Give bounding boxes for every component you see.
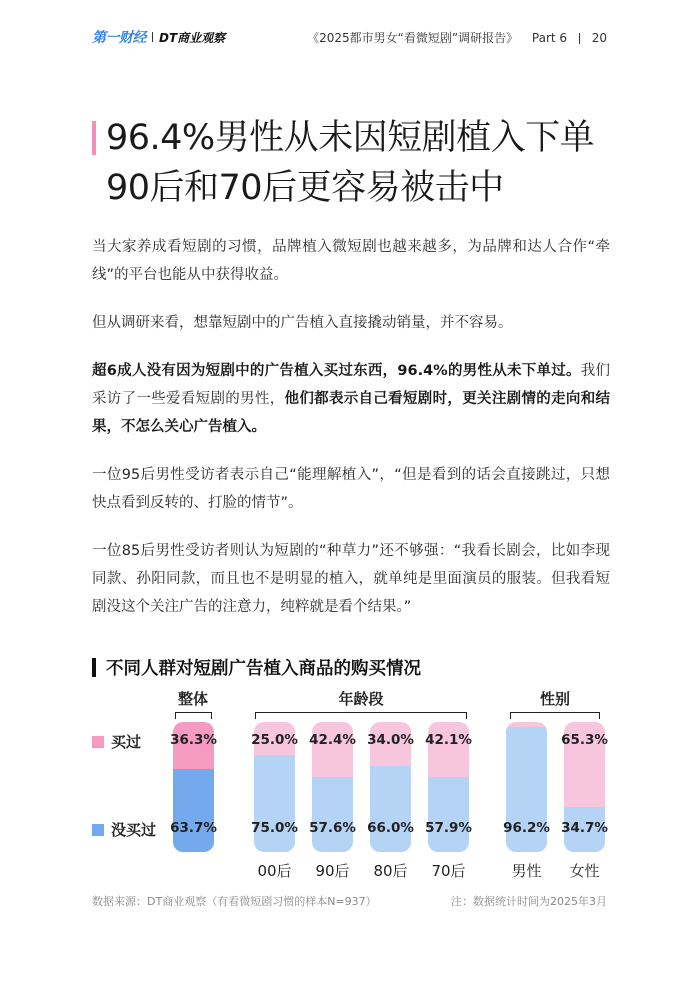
title-accent-bar (92, 121, 96, 155)
page-header (92, 26, 607, 48)
paragraph-5: 一位85后男性受访者则认为短剧的“种草力”还不够强：“我看长剧会，比如李现同款、孙阳同款，而且也不是明显的植入，就单纯是里面演员的服装。但我看短剧没这个关注广告的注意力，纯粹就是看个结果。” (92, 543, 610, 615)
value-label-bought: 34.0% (367, 732, 414, 748)
legend-label-bought: 买过 (111, 733, 142, 751)
dt-logo: DT商业观察 (159, 30, 226, 45)
chart-title-text: 不同人群对短剧广告植入商品的购买情况 (106, 659, 421, 679)
value-label-not-bought: 63.7% (170, 820, 217, 836)
data-source: 数据来源：DT商业观察（有看微短剧习惯的样本N=937） (92, 895, 377, 908)
chart-title-bar (92, 658, 96, 677)
paragraph-4: 一位95后男性受访者表示自己“能理解植入”，“但是看到的话会直接跳过，只想快点看到反转的、打脸的情节”。 (92, 467, 610, 511)
legend-item-not-bought (92, 819, 156, 840)
value-label-bought: 65.3% (561, 732, 608, 748)
legend-swatch-bought (92, 736, 104, 748)
group-label-gender: 性别 (539, 690, 570, 708)
legend-swatch-not-bought (92, 824, 104, 836)
group-label-overall: 整体 (177, 690, 208, 708)
value-label-not-bought: 75.0% (251, 820, 298, 836)
value-label-not-bought: 96.2% (503, 820, 550, 836)
part-label: Part 6 (531, 30, 568, 45)
value-label-not-bought: 66.0% (367, 820, 414, 836)
value-label-not-bought: 34.7% (561, 820, 608, 836)
category-label: 80后 (373, 862, 408, 880)
paragraph-3 (92, 357, 610, 441)
bar-segment-bought (312, 722, 353, 777)
title-line-2: 90后和70后更容易被击中 (106, 168, 504, 208)
bar-segment-not-bought (173, 769, 214, 852)
bar-segment-not-bought (428, 777, 469, 852)
paragraph-3-normal: 我们采访了一些爱看短剧的男性， (92, 363, 611, 407)
paragraph-2: 但从调研来看，想靠短剧中的广告植入直接撬动销量，并不容易。 (92, 315, 513, 331)
legend-item-bought (92, 731, 141, 752)
logos (92, 27, 225, 47)
category-label: 男性 (511, 862, 542, 880)
header-title (307, 29, 607, 46)
group-bracket-gender (510, 712, 600, 719)
bar-segment-not-bought (312, 777, 353, 852)
yicai-logo: 第一财经 (92, 30, 146, 46)
value-label-bought: 42.4% (309, 732, 356, 748)
value-label-bought: 42.1% (425, 732, 472, 748)
group-label-age: 年龄段 (338, 690, 384, 708)
value-label-not-bought: 57.6% (309, 820, 356, 836)
data-note: 注：数据统计时间为2025年3月 (451, 895, 607, 908)
paragraph-3-bold-1: 超6成人没有因为短剧中的广告植入买过东西，96.4%的男性从未下单过。 (92, 363, 581, 379)
category-label: 90后 (315, 862, 350, 880)
paragraph-3-bold-2: 他们都表示自己看短剧时，更关注剧情的走向和结果，不怎么关心广告植入。 (92, 391, 610, 435)
page-number: 20 (591, 30, 607, 45)
bar-segment-bought (428, 722, 469, 777)
bar-segment-not-bought (254, 755, 295, 853)
value-label-not-bought: 57.9% (425, 820, 472, 836)
value-label-bought: 25.0% (251, 732, 298, 748)
value-label-bought: 36.3% (170, 732, 217, 748)
title-line-1: 96.4%男性从未因短剧植入下单 (106, 118, 595, 158)
chart-title (92, 655, 421, 680)
bar-segment-not-bought (370, 766, 411, 852)
legend-label-not-bought: 没买过 (111, 821, 157, 839)
logo-divider (152, 32, 153, 42)
category-label: 00后 (257, 862, 292, 880)
header-divider (579, 33, 580, 44)
article-body (92, 233, 610, 641)
group-bracket-overall (175, 712, 212, 719)
report-title: 《2025都市男女“看微短剧”调研报告》 (307, 30, 519, 45)
group-bracket-age (255, 712, 467, 719)
paragraph-1: 当大家养成看短剧的习惯，品牌植入微短剧也越来越多，为品牌和达人合作“牵线”的平台也能从中获得收益。 (92, 239, 610, 283)
category-label: 女性 (569, 862, 600, 880)
page-title (92, 113, 594, 213)
category-label: 70后 (431, 862, 466, 880)
